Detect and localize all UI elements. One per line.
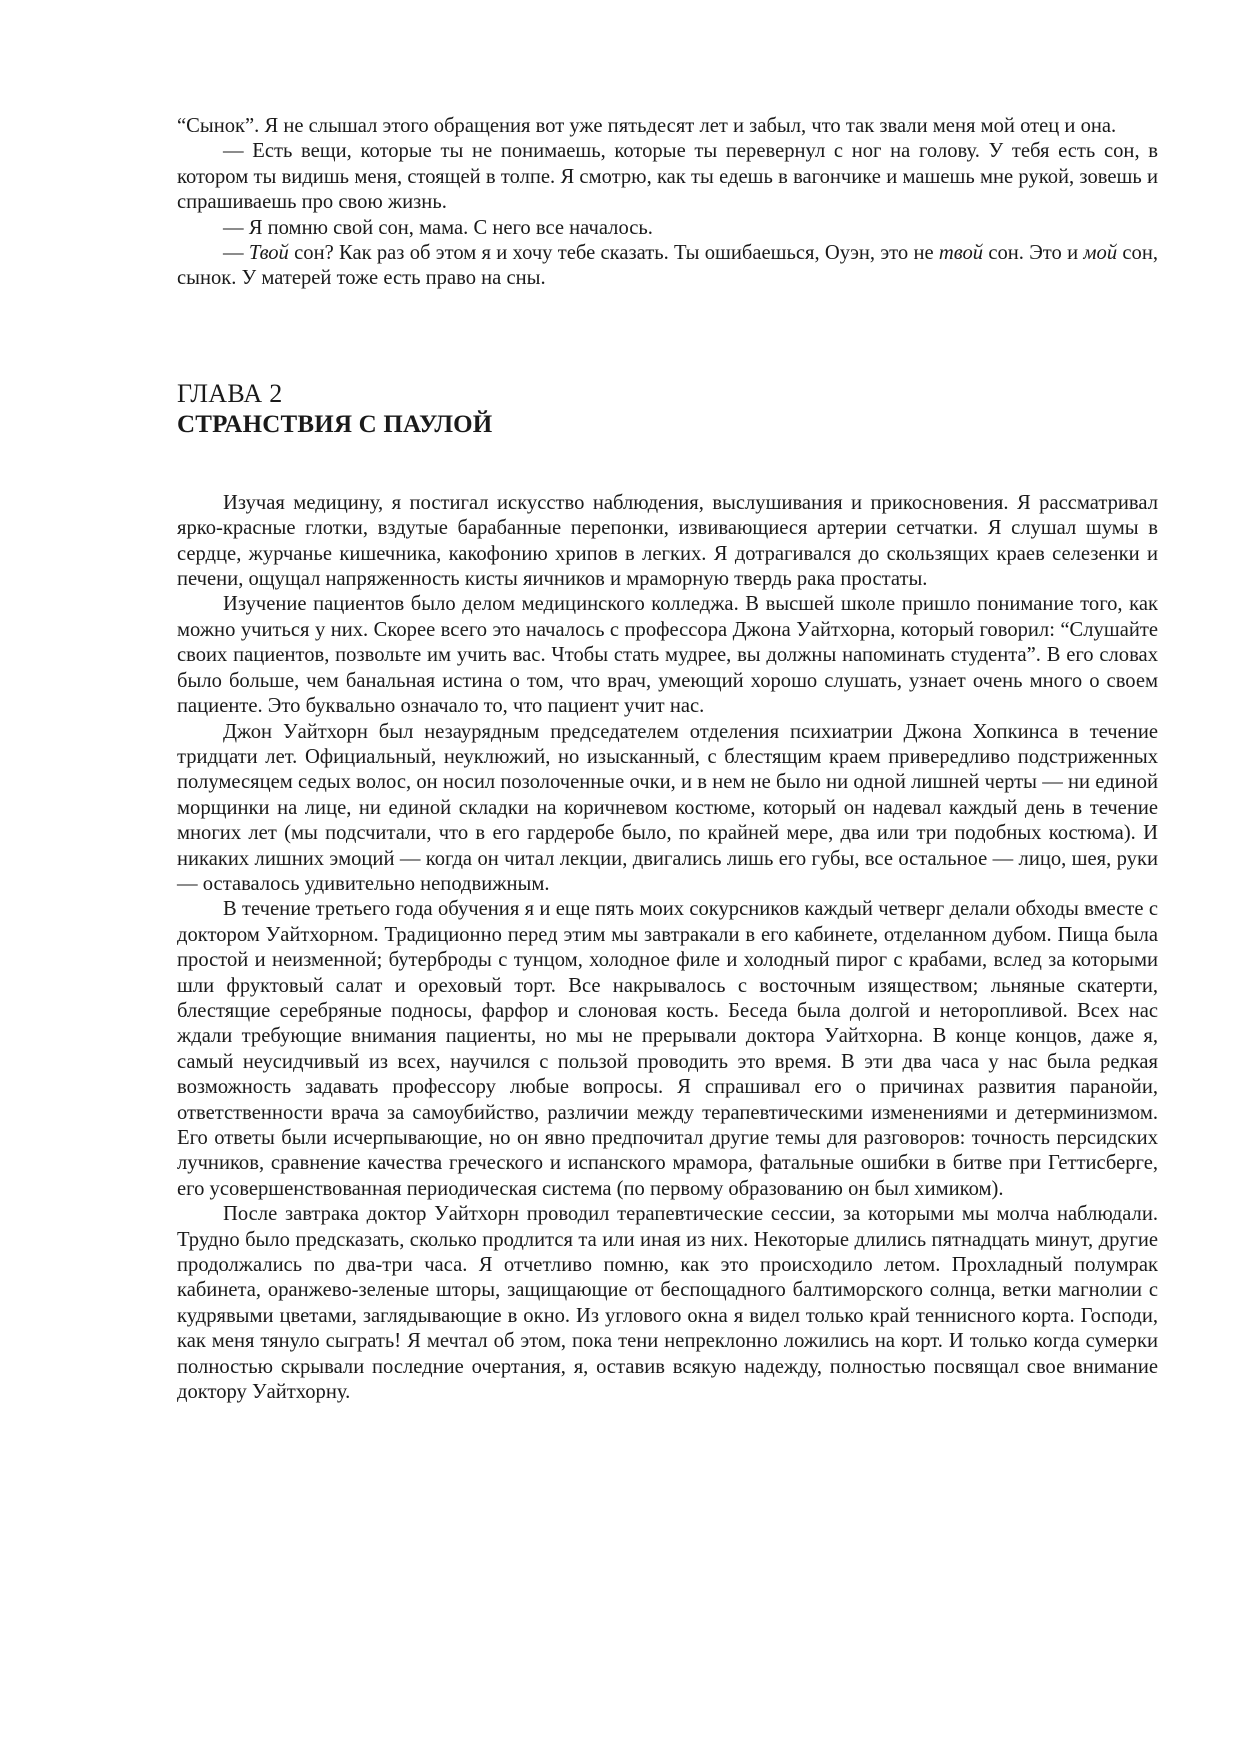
chapter-body bbox=[177, 491, 1158, 1406]
text-run: сон, сынок. У матерей тоже есть право на сны. bbox=[177, 242, 1159, 290]
body-paragraph-5: После завтрака доктор Уайтхорн проводил терапевтические сессии, за которыми мы молча наблюдали. Трудно было предсказать, сколько продлится та или иная из них. Некоторые длились пятнадцать минут, другие продолжались по два-три часа. Я отчетливо помню, как это происходило летом. Прохладный полумрак кабинета, оранжево-зеленые шторы, защищающие от беспощадного балтиморского солнца, ветки магнолии с кудрявыми цветами, заглядывающие в окно. Из углового окна я видел только край теннисного корта. Господи, как меня тянуло сыграть! Я мечтал об этом, пока тени непреклонно ложились на корт. И только когда сумерки полностью скрывали последние очертания, я, оставив всякую надежду, полностью посвящал свое внимание доктору Уайтхорну. bbox=[177, 1203, 1158, 1404]
italic-word: мой bbox=[1083, 242, 1118, 265]
body-paragraph-4: В течение третьего года обучения я и еще пять моих сокурсников каждый четверг делали обходы вместе с доктором Уайтхорном. Традиционно перед этим мы завтракали в его кабинете, отделанном дубом. Пища была простой и неизменной; бутерброды с тунцом, холодное филе и холодный пирог с крабами, вслед за которыми шли фруктовый салат и ореховый торт. Все накрывалось с восточным изяществом; льняные скатерти, блестящие серебряные подносы, фарфор и слоновая кость. Беседа была долгой и неторопливой. Всех нас ждали требующие внимания пациенты, но мы не прерывали доктора Уайтхорна. В конце концов, даже я, самый неусидчивый из всех, научился с пользой проводить это время. В эти два часа у нас была редкая возможность задавать профессору любые вопросы. Я спрашивал его о причинах развития паранойи, ответственности врача за самоубийство, различии между терапевтическими изменениями и детерминизмом. Его ответы были исчерпывающие, но он явно предпочитал другие темы для разговоров: точность персидских лучников, сравнение качества греческого и испанского мрамора, фатальные ошибки в битве при Геттисберге, его усовершенствованная периодическая система (по первому образованию он был химиком). bbox=[177, 898, 1158, 1200]
intro-paragraph-2: — Есть вещи, которые ты не понимаешь, которые ты перевернул с ног на голову. У тебя есть сон, в котором ты видишь меня, стоящей в толпе. Я смотрю, как ты едешь в вагончике и машешь мне рукой, зовешь и спрашиваешь про свою жизнь. bbox=[177, 140, 1158, 214]
intro-paragraph-1: “Сынок”. Я не слышал этого обращения вот уже пятьдесят лет и забыл, что так звали меня мой отец и она. bbox=[177, 115, 1117, 137]
text-run: — bbox=[223, 242, 249, 265]
text-run: сон? Как раз об этом я и хочу тебе сказать. Ты ошибаешься, Оуэн, это не bbox=[288, 242, 939, 265]
body-paragraph-3: Джон Уайтхорн был незаурядным председателем отделения психиатрии Джона Хопкинса в течение тридцати лет. Официальный, неуклюжий, но изысканный, с блестящим краем привередливо подстриженных полумесяцем седых волос, он носил позолоченные очки, и в нем не было ни одной лишней черты — ни единой морщинки на лице, ни единой складки на коричневом костюме, который он надевал каждый день в течение многих лет (мы подсчитали, что в его гардеробе было, по крайней мере, два или три подобных костюма). И никаких лишних эмоций — когда он читал лекции, двигались лишь его губы, все остальное — лицо, шея, руки — оставалось удивительно неподвижным. bbox=[177, 720, 1158, 895]
intro-paragraph-4 bbox=[177, 241, 1158, 292]
chapter-heading bbox=[177, 379, 1158, 441]
text-run: сон. Это и bbox=[983, 242, 1084, 265]
chapter-title: СТРАНСТВИЯ С ПАУЛОЙ bbox=[177, 410, 493, 438]
document-page bbox=[177, 114, 1158, 1405]
body-paragraph-2: Изучение пациентов было делом медицинского колледжа. В высшей школе пришло понимание того, как можно учиться у них. Скорее всего это началось с профессора Джона Уайтхорна, который говорил: “Слушайте своих пациентов, позвольте им учить вас. Чтобы стать мудрее, вы должны напоминать студента”. В его словах было больше, чем банальная истина о том, что врач, умеющий хорошо слушать, узнает очень много о своем пациенте. Это буквально означало то, что пациент учит нас. bbox=[177, 593, 1158, 718]
italic-word: Твой bbox=[248, 242, 289, 265]
body-paragraph-1: Изучая медицину, я постигал искусство наблюдения, выслушивания и прикосновения. Я рассматривал ярко-красные глотки, вздутые барабанные перепонки, извивающиеся артерии сетчатки. Я слушал шумы в сердце, журчанье кишечника, какофонию хрипов в легких. Я дотрагивался до скользящих краев селезенки и печени, ощущал напряженность кисты яичников и мраморную твердь рака простаты. bbox=[177, 491, 1158, 591]
chapter-number: ГЛАВА 2 bbox=[177, 378, 283, 408]
italic-word: твой bbox=[938, 242, 984, 265]
intro-paragraph-3: — Я помню свой сон, мама. С него все началось. bbox=[223, 216, 653, 239]
